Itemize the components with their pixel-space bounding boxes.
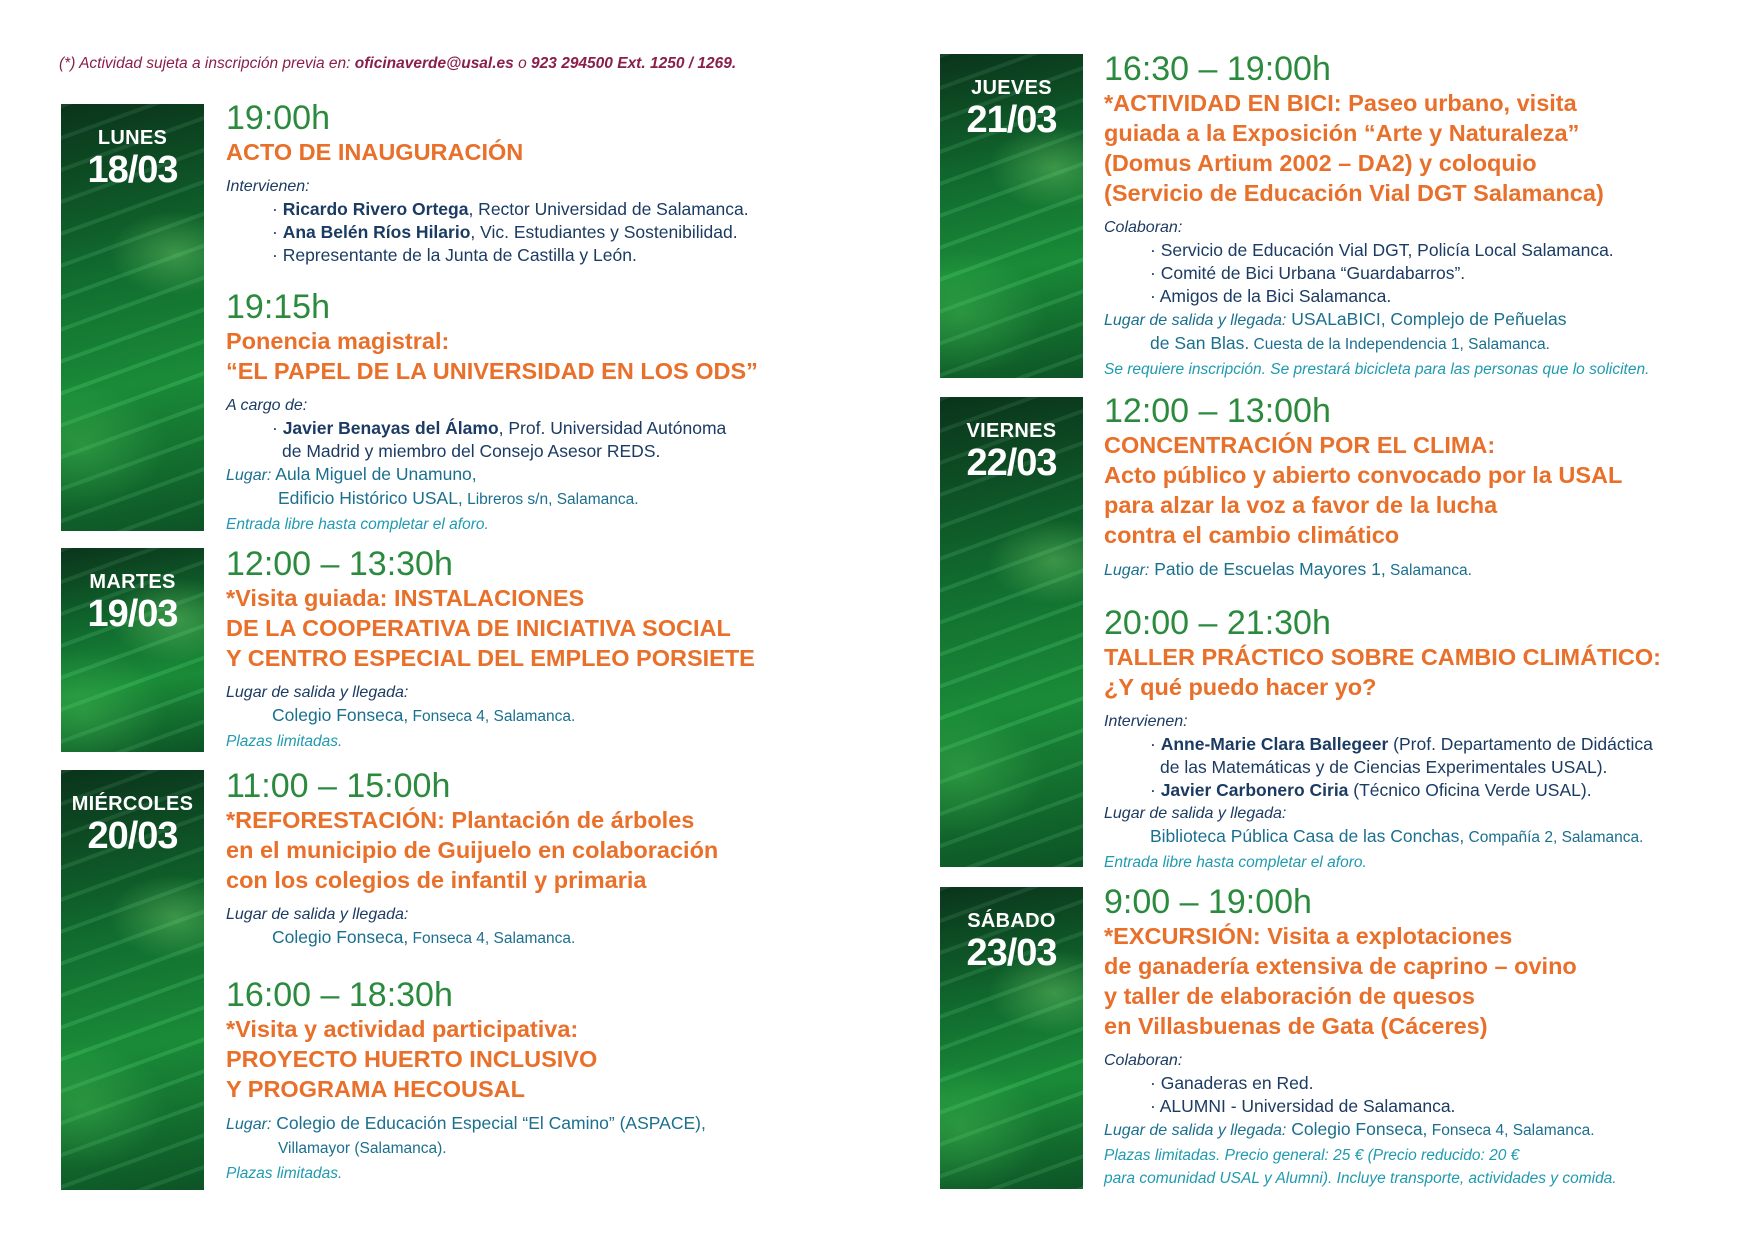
place-address: Salamanca. <box>1385 562 1472 579</box>
event-time: 12:00 – 13:30h <box>226 545 453 583</box>
event-lecture <box>226 288 846 536</box>
event-title-line: *ACTIVIDAD EN BICI: Paseo urbano, visita <box>1104 90 1577 116</box>
day-box-tuesday <box>61 548 204 752</box>
place-label: Lugar de salida y llegada: <box>226 684 409 701</box>
day-date: 19/03 <box>87 593 178 635</box>
day-date: 18/03 <box>87 149 178 191</box>
event-climate-workshop <box>1104 604 1724 874</box>
collaborator-item: · ALUMNI - Universidad de Salamanca. <box>1150 1096 1456 1116</box>
speaker-name: Ana Belén Ríos Hilario <box>282 222 471 242</box>
collaborators-label: Colaboran: <box>1104 219 1183 236</box>
place-address: Fonseca 4, Salamanca. <box>1427 1122 1595 1139</box>
place-label: Lugar: <box>226 467 272 484</box>
event-time: 19:15h <box>226 288 330 326</box>
event-title-line: Y CENTRO ESPECIAL DEL EMPLEO PORSIETE <box>226 645 755 671</box>
event-place <box>1104 308 1724 332</box>
place-name: Colegio Fonseca, <box>272 705 409 725</box>
event-place <box>226 704 846 728</box>
day-date: 20/03 <box>87 815 178 857</box>
event-place-continued <box>1104 332 1724 356</box>
speaker-item: · Anne-Marie Clara Ballegeer (Prof. Departamento de Didáctica <box>1150 734 1653 754</box>
speaker-item: · Javier Carbonero Ciria (Técnico Oficina Verde USAL). <box>1150 780 1592 800</box>
event-title-line: *Visita y actividad participativa: <box>226 1016 579 1042</box>
event-note: Entrada libre hasta completar el aforo. <box>1104 854 1367 871</box>
day-name: MIÉRCOLES <box>71 793 194 815</box>
speaker-item: · Javier Benayas del Álamo, Prof. Universidad Autónoma <box>272 418 727 438</box>
event-title-line: Acto público y abierto convocado por la USAL <box>1104 462 1623 488</box>
place-name: Biblioteca Pública Casa de las Conchas, <box>1150 826 1465 846</box>
event-time: 12:00 – 13:00h <box>1104 392 1331 430</box>
day-name: SÁBADO <box>967 910 1056 932</box>
place-label: Lugar de salida y llegada: <box>1104 1122 1287 1139</box>
place-name: USALaBICI, Complejo de Peñuelas <box>1286 309 1567 329</box>
collaborator-item: · Amigos de la Bici Salamanca. <box>1150 286 1392 306</box>
place-name: Colegio Fonseca, <box>272 927 409 947</box>
event-title-line: DE LA COOPERATIVA DE INICIATIVA SOCIAL <box>226 615 731 641</box>
place-address: Villamayor (Salamanca). <box>278 1140 447 1157</box>
event-title-line: en el municipio de Guijuelo en colaboración <box>226 837 719 863</box>
event-time: 16:00 – 18:30h <box>226 976 453 1014</box>
event-title-line: (Servicio de Educación Vial DGT Salamanca) <box>1104 180 1604 206</box>
event-bike-activity <box>1104 50 1724 381</box>
event-time: 19:00h <box>226 99 330 137</box>
day-name: VIERNES <box>966 420 1057 442</box>
notice-middle: o <box>513 55 532 72</box>
event-title-line: contra el cambio climático <box>1104 522 1400 548</box>
event-garden-project <box>226 976 846 1185</box>
speaker-item: · Ana Belén Ríos Hilario, Vic. Estudiantes y Sostenibilidad. <box>272 222 738 242</box>
event-title-line: “EL PAPEL DE LA UNIVERSIDAD EN LOS ODS” <box>226 358 758 384</box>
event-place <box>1104 825 1724 849</box>
event-title-line: guiada a la Exposición “Arte y Naturaleza” <box>1104 120 1580 146</box>
day-box-monday <box>61 104 204 531</box>
event-climate-rally <box>1104 392 1724 582</box>
event-time: 11:00 – 15:00h <box>226 767 451 805</box>
day-box-wednesday <box>61 770 204 1190</box>
event-title-line: de ganadería extensiva de caprino – ovino <box>1104 953 1577 979</box>
day-date: 21/03 <box>966 99 1057 141</box>
collaborator-item: · Comité de Bici Urbana “Guardabarros”. <box>1150 263 1466 283</box>
speaker-role: (Prof. Departamento de Didáctica <box>1388 734 1653 754</box>
event-place-continued <box>226 487 846 511</box>
speaker-item: · Representante de la Junta de Castilla y León. <box>272 245 637 265</box>
event-note: Plazas limitadas. <box>226 733 343 750</box>
event-note: Plazas limitadas. Precio general: 25 € (Precio reducido: 20 € <box>1104 1147 1520 1164</box>
event-place <box>1104 1118 1724 1142</box>
collaborator-name: Comité de Bici Urbana “Guardabarros”. <box>1160 263 1466 283</box>
event-place-continued <box>226 1136 846 1160</box>
place-label: Lugar de salida y llegada: <box>1104 805 1287 822</box>
day-box-saturday <box>940 887 1083 1189</box>
day-date: 23/03 <box>966 932 1057 974</box>
place-name: Aula Miguel de Unamuno, <box>271 464 477 484</box>
collaborator-name: Amigos de la Bici Salamanca. <box>1159 286 1392 306</box>
speakers-label: Intervienen: <box>226 178 310 195</box>
day-box-thursday <box>940 54 1083 378</box>
place-address: Libreros s/n, Salamanca. <box>462 491 639 508</box>
place-label: Lugar de salida y llegada: <box>226 906 409 923</box>
event-title-line: *Visita guiada: INSTALACIONES <box>226 585 585 611</box>
place-address: Cuesta de la Independencia 1, Salamanca. <box>1249 336 1550 353</box>
event-title-line: en Villasbuenas de Gata (Cáceres) <box>1104 1013 1488 1039</box>
place-name: Patio de Escuelas Mayores 1, <box>1149 559 1386 579</box>
speaker-name: Ricardo Rivero Ortega <box>282 199 469 219</box>
speaker-role: (Técnico Oficina Verde USAL). <box>1348 780 1592 800</box>
event-title-line: con los colegios de infantil y primaria <box>226 867 647 893</box>
speaker-item: · Ricardo Rivero Ortega, Rector Universidad de Salamanca. <box>272 199 749 219</box>
place-name: Colegio Fonseca, <box>1286 1119 1428 1139</box>
event-inauguration <box>226 99 846 267</box>
event-title: ACTO DE INAUGURACIÓN <box>226 139 524 165</box>
place-name: de San Blas. <box>1150 333 1250 353</box>
event-time: 20:00 – 21:30h <box>1104 604 1331 642</box>
place-address: Compañía 2, Salamanca. <box>1464 829 1644 846</box>
event-title-line: PROYECTO HUERTO INCLUSIVO <box>226 1046 598 1072</box>
collaborator-item: · Ganaderas en Red. <box>1150 1073 1314 1093</box>
day-name: MARTES <box>89 571 176 593</box>
event-excursion <box>1104 883 1724 1190</box>
speaker-role-continued: de Madrid y miembro del Consejo Asesor REDS. <box>282 441 661 461</box>
event-place <box>226 1112 846 1136</box>
event-title-line: TALLER PRÁCTICO SOBRE CAMBIO CLIMÁTICO: <box>1104 644 1662 670</box>
event-note: para comunidad USAL y Alumni). Incluye transporte, actividades y comida. <box>1104 1170 1617 1187</box>
event-title-line: y taller de elaboración de quesos <box>1104 983 1475 1009</box>
event-place <box>1104 558 1724 582</box>
speaker-role: , Vic. Estudiantes y Sostenibilidad. <box>470 222 738 242</box>
event-title-line: (Domus Artium 2002 – DA2) y coloquio <box>1104 150 1537 176</box>
notice-prefix: (*) Actividad sujeta a inscripción previa en: <box>59 55 355 72</box>
place-address: Fonseca 4, Salamanca. <box>408 930 576 947</box>
speaker-role-continued: de las Matemáticas y de Ciencias Experimentales USAL). <box>1160 757 1608 777</box>
event-note: Entrada libre hasta completar el aforo. <box>226 516 489 533</box>
event-place <box>226 463 846 487</box>
notice-email[interactable]: oficinaverde@usal.es <box>354 55 514 72</box>
collaborator-name: Ganaderas en Red. <box>1160 1073 1314 1093</box>
speaker-role: , Rector Universidad de Salamanca. <box>468 199 749 219</box>
place-name: Edificio Histórico USAL, <box>278 488 463 508</box>
event-guided-visit <box>226 545 846 753</box>
event-title-line: Y PROGRAMA HECOUSAL <box>226 1076 525 1102</box>
event-note: Se requiere inscripción. Se prestará bicicleta para las personas que lo soliciten. <box>1104 361 1650 378</box>
day-date: 22/03 <box>966 442 1057 484</box>
event-title-line: Ponencia magistral: <box>226 328 450 354</box>
notice-phone: 923 294500 Ext. 1250 / 1269. <box>531 55 737 72</box>
place-label: Lugar: <box>1104 562 1150 579</box>
day-name: JUEVES <box>971 77 1052 99</box>
event-title-line: *EXCURSIÓN: Visita a explotaciones <box>1104 923 1513 949</box>
event-time: 16:30 – 19:00h <box>1104 50 1331 88</box>
event-place <box>226 926 846 950</box>
registration-notice <box>59 55 736 73</box>
collaborator-item: · Servicio de Educación Vial DGT, Policía Local Salamanca. <box>1150 240 1614 260</box>
speaker-name: Javier Benayas del Álamo <box>282 418 499 438</box>
event-time: 9:00 – 19:00h <box>1104 883 1312 921</box>
place-address: Fonseca 4, Salamanca. <box>408 708 576 725</box>
speaker-role: , Prof. Universidad Autónoma <box>498 418 727 438</box>
event-note: Plazas limitadas. <box>226 1165 343 1182</box>
place-label: Lugar de salida y llegada: <box>1104 312 1287 329</box>
speakers-label: A cargo de: <box>226 397 308 414</box>
speaker-name: Anne-Marie Clara Ballegeer <box>1160 734 1389 754</box>
speakers-label: Intervienen: <box>1104 713 1188 730</box>
place-name: Colegio de Educación Especial “El Camino” (ASPACE), <box>271 1113 706 1133</box>
day-name: LUNES <box>97 127 168 149</box>
speaker-name: Javier Carbonero Ciria <box>1160 780 1349 800</box>
collaborator-name: ALUMNI - Universidad de Salamanca. <box>1159 1096 1456 1116</box>
event-title-line: CONCENTRACIÓN POR EL CLIMA: <box>1104 432 1496 458</box>
day-box-friday <box>940 397 1083 867</box>
event-title-line: ¿Y qué puedo hacer yo? <box>1104 674 1377 700</box>
event-title-line: para alzar la voz a favor de la lucha <box>1104 492 1498 518</box>
event-title-line: *REFORESTACIÓN: Plantación de árboles <box>226 807 695 833</box>
place-label: Lugar: <box>226 1116 272 1133</box>
collaborator-name: Servicio de Educación Vial DGT, Policía Local Salamanca. <box>1160 240 1614 260</box>
speaker-role: Representante de la Junta de Castilla y León. <box>282 245 637 265</box>
event-reforestation <box>226 767 846 950</box>
collaborators-label: Colaboran: <box>1104 1052 1183 1069</box>
